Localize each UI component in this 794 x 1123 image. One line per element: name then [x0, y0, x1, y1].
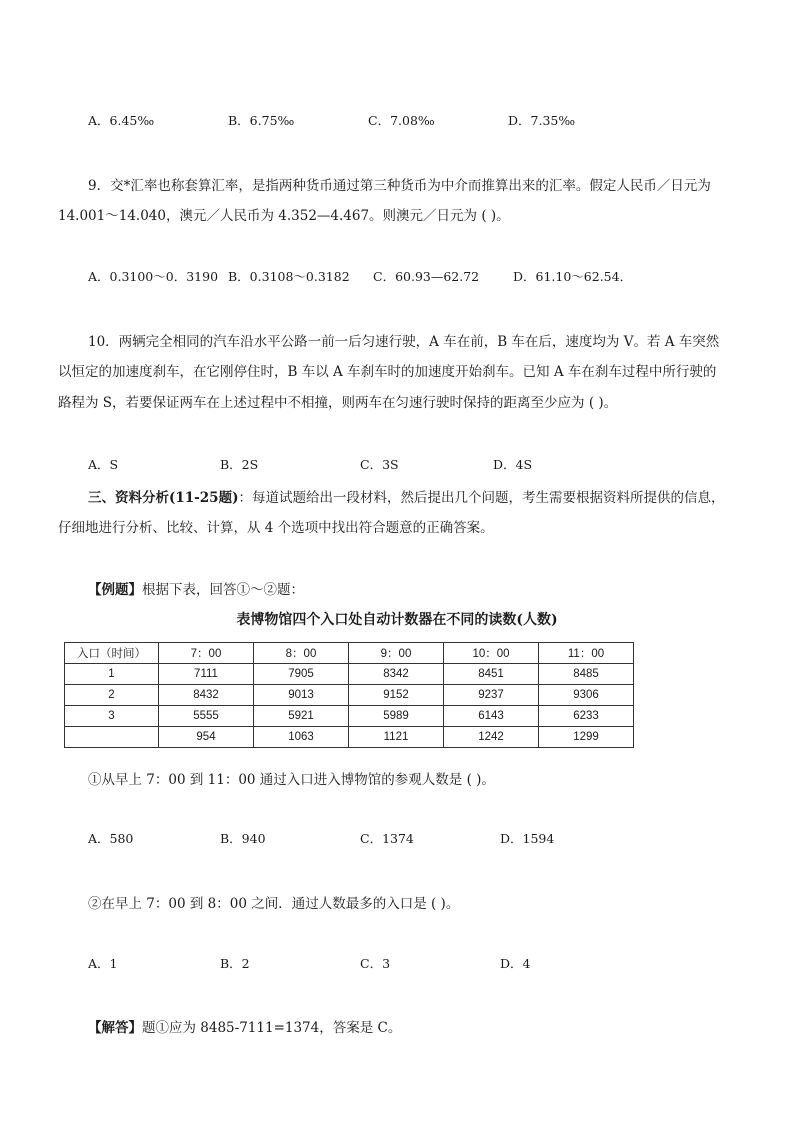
- example-text: 根据下表，回答①～②题：: [142, 582, 304, 598]
- sub1-text: ①从早上 7：00 到 11：00 通过入口进入博物馆的参观人数是 ( )。: [88, 772, 495, 788]
- table-row: [65, 727, 634, 748]
- example-intro: [88, 578, 304, 598]
- table-cell: 954: [159, 727, 254, 748]
- table-cell: 6143: [444, 706, 539, 727]
- table-cell: 9237: [444, 685, 539, 706]
- section3-line1-rest: ：每道试题给出一段材料，然后提出几个问题，考生需要根据资料所提供的信息，: [238, 490, 725, 506]
- section3-line1: [88, 486, 724, 506]
- table-cell: 8485: [539, 664, 634, 685]
- museum-counter-table: [64, 642, 634, 748]
- q9-option-a: A．0.3100～0．3190: [88, 269, 219, 284]
- q10-option-d: D．4S: [493, 457, 533, 472]
- table-cell: 8451: [444, 664, 539, 685]
- answer-label: 【解答】: [88, 1020, 142, 1036]
- table-cell: 1121: [349, 727, 444, 748]
- section3-line2: 仔细地进行分析、比较、计算，从 4 个选项中找出符合题意的正确答案。: [58, 520, 494, 536]
- table-cell: 9306: [539, 685, 634, 706]
- answer-line: [88, 1016, 401, 1036]
- q10-text-line2: 以恒定的加速度刹车，在它刚停住时，B 车以 A 车刹车时的加速度开始刹车。已知 A 车在刹车过程中所行驶的: [58, 364, 717, 380]
- table-cell: 2: [65, 685, 159, 706]
- section3-heading: 三、资料分析(11-25题): [88, 490, 239, 506]
- q10-text-line1: 10．两辆完全相同的汽车沿水平公路一前一后匀速行驶，A 车在前，B 车在后，速度均为 V。若 A 车突然: [88, 334, 720, 350]
- q9-option-b: B．0.3108～0.3182: [228, 269, 350, 284]
- sub1-option-b: B．940: [220, 831, 266, 846]
- table-cell: 1299: [539, 727, 634, 748]
- table-cell: 9152: [349, 685, 444, 706]
- q8-option-b: B．6.75‰: [228, 113, 295, 128]
- q10-option-b: B．2S: [220, 457, 259, 472]
- table-cell: 7111: [159, 664, 254, 685]
- q8-option-d: D．7.35‰: [508, 113, 576, 128]
- table-header-row: [65, 643, 634, 664]
- sub2-text: ②在早上 7：00 到 8：00 之间．通过人数最多的入口是 ( )。: [88, 896, 460, 912]
- table-cell: 1: [65, 664, 159, 685]
- table-cell: 9013: [254, 685, 349, 706]
- q10-text-line3: 路程为 S，若要保证两车在上述过程中不相撞，则两车在匀速行驶时保持的距离至少应为 ( )。: [58, 395, 618, 411]
- table-cell: 5555: [159, 706, 254, 727]
- q10-option-a: A．S: [88, 457, 119, 472]
- table-cell: 1063: [254, 727, 349, 748]
- sub2-option-b: B．2: [220, 956, 250, 971]
- q10-option-c: C．3S: [360, 457, 399, 472]
- table-cell: 5921: [254, 706, 349, 727]
- q9-text-line1: 9．交*汇率也称套算汇率，是指两种货币通过第三种货币为中介而推算出来的汇率。假定人民币／日元为: [88, 178, 711, 194]
- q9-option-c: C．60.93—62.72: [373, 269, 480, 284]
- table-cell: 6233: [539, 706, 634, 727]
- table-header-cell: 11：00: [539, 643, 634, 664]
- table-row: [65, 685, 634, 706]
- table-row: [65, 664, 634, 685]
- sub2-option-a: A．1: [88, 956, 118, 971]
- table-cell: 8432: [159, 685, 254, 706]
- table-header-cell: 入口（时间）: [65, 643, 159, 664]
- table-header-cell: 10：00: [444, 643, 539, 664]
- q9-option-d: D．61.10～62.54．: [513, 269, 633, 284]
- table-row: [65, 706, 634, 727]
- sub1-option-d: D．1594: [500, 831, 555, 846]
- sub1-option-c: C．1374: [360, 831, 414, 846]
- sub2-option-c: C．3: [360, 956, 391, 971]
- q8-option-c: C．7.08‰: [368, 113, 435, 128]
- table-cell: 3: [65, 706, 159, 727]
- table-cell: 8342: [349, 664, 444, 685]
- table-cell: 1242: [444, 727, 539, 748]
- sub2-option-d: D．4: [500, 956, 531, 971]
- table-title: 表博物馆四个入口处自动计数器在不同的读数(人数): [236, 612, 558, 628]
- q9-text-line2: 14.001～14.040，澳元／人民币为 4.352—4.467。则澳元／日元为 ( )。: [58, 208, 510, 224]
- table-cell: 5989: [349, 706, 444, 727]
- q8-option-a: A．6.45‰: [88, 113, 155, 128]
- table-cell: 7905: [254, 664, 349, 685]
- answer-text: 题①应为 8485-7111=1374，答案是 C。: [142, 1020, 402, 1036]
- table-cell: [65, 727, 159, 748]
- example-label: 【例题】: [88, 582, 142, 598]
- table-header-cell: 9：00: [349, 643, 444, 664]
- sub1-option-a: A．580: [88, 831, 134, 846]
- table-header-cell: 7：00: [159, 643, 254, 664]
- table-header-cell: 8：00: [254, 643, 349, 664]
